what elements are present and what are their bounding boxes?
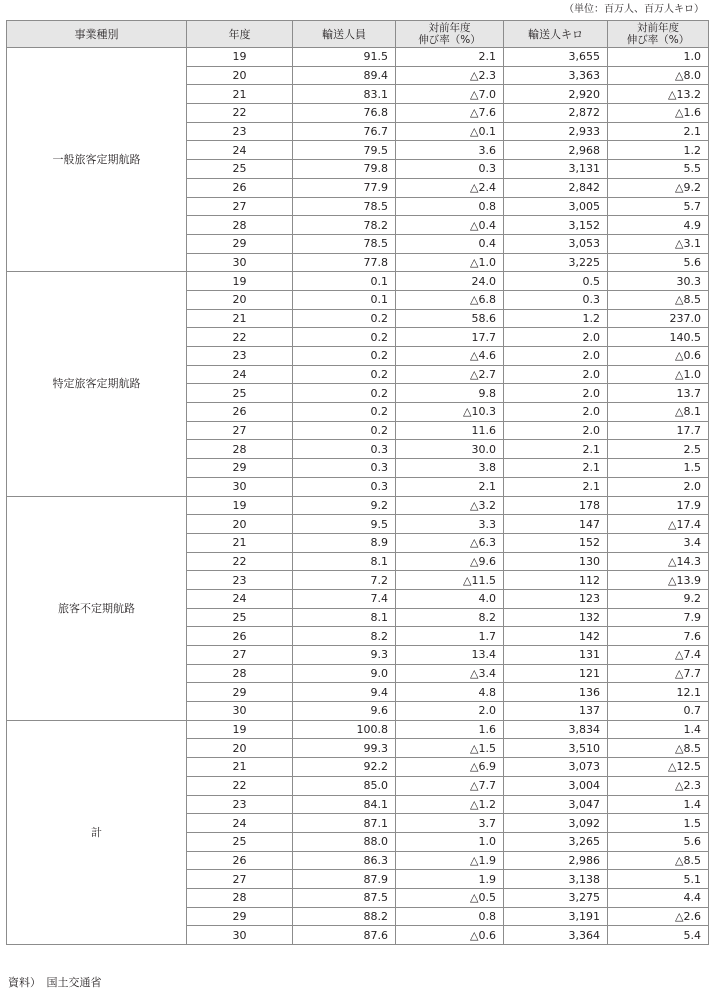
growth-passengers-cell: 4.8 (396, 683, 504, 702)
growth-passengers-cell: 2.1 (396, 48, 504, 67)
growth-passenger-km-cell: 30.3 (608, 272, 709, 291)
growth-passengers-cell: 2.0 (396, 702, 504, 721)
passenger-km-cell: 131 (504, 646, 608, 665)
year-cell: 30 (187, 702, 293, 721)
growth-passengers-cell: △1.9 (396, 851, 504, 870)
passengers-cell: 100.8 (293, 720, 396, 739)
passenger-km-cell: 147 (504, 515, 608, 534)
growth-passengers-cell: 58.6 (396, 309, 504, 328)
passenger-km-cell: 3,004 (504, 776, 608, 795)
growth-passengers-cell: △2.4 (396, 178, 504, 197)
passenger-km-cell: 123 (504, 589, 608, 608)
passenger-km-cell: 2.0 (504, 421, 608, 440)
growth-passengers-cell: 0.3 (396, 160, 504, 179)
passenger-km-cell: 2.0 (504, 347, 608, 366)
year-cell: 30 (187, 477, 293, 496)
category-cell: 特定旅客定期航路 (7, 272, 187, 496)
year-cell: 27 (187, 421, 293, 440)
growth-passengers-cell: 24.0 (396, 272, 504, 291)
transport-table (6, 20, 709, 945)
growth-passenger-km-cell: 5.6 (608, 253, 709, 272)
year-cell: 24 (187, 365, 293, 384)
passengers-cell: 0.1 (293, 290, 396, 309)
growth-passengers-cell: △7.6 (396, 104, 504, 123)
passengers-cell: 9.0 (293, 664, 396, 683)
growth-passenger-km-cell: △9.2 (608, 178, 709, 197)
growth-passenger-km-cell: 5.6 (608, 832, 709, 851)
passenger-km-cell: 2,968 (504, 141, 608, 160)
growth-passengers-cell: 13.4 (396, 646, 504, 665)
growth-passenger-km-cell: 4.4 (608, 888, 709, 907)
passenger-km-cell: 2,842 (504, 178, 608, 197)
growth-passengers-cell: △3.2 (396, 496, 504, 515)
growth-passenger-km-cell: 2.1 (608, 122, 709, 141)
passengers-cell: 0.3 (293, 440, 396, 459)
passengers-cell: 7.4 (293, 589, 396, 608)
passenger-km-cell: 112 (504, 571, 608, 590)
passenger-km-cell: 3,225 (504, 253, 608, 272)
passengers-cell: 0.2 (293, 328, 396, 347)
growth-passengers-cell: △11.5 (396, 571, 504, 590)
year-cell: 23 (187, 795, 293, 814)
passenger-km-cell: 2,920 (504, 85, 608, 104)
growth-passengers-cell: 3.7 (396, 814, 504, 833)
passenger-km-cell: 2.1 (504, 477, 608, 496)
passenger-km-cell: 3,073 (504, 758, 608, 777)
passengers-cell: 83.1 (293, 85, 396, 104)
year-cell: 20 (187, 290, 293, 309)
passengers-cell: 76.7 (293, 122, 396, 141)
year-cell: 29 (187, 907, 293, 926)
passenger-km-cell: 1.2 (504, 309, 608, 328)
year-cell: 26 (187, 627, 293, 646)
growth-passengers-cell: 3.6 (396, 141, 504, 160)
passengers-cell: 92.2 (293, 758, 396, 777)
passengers-cell: 89.4 (293, 66, 396, 85)
year-cell: 19 (187, 48, 293, 67)
year-cell: 29 (187, 459, 293, 478)
passengers-cell: 0.2 (293, 384, 396, 403)
growth-passengers-cell: 1.6 (396, 720, 504, 739)
passenger-km-cell: 2,872 (504, 104, 608, 123)
source-note: 資料） 国土交通省 (8, 976, 102, 989)
year-cell: 30 (187, 253, 293, 272)
growth-passengers-cell: 11.6 (396, 421, 504, 440)
growth-passengers-cell: 1.9 (396, 870, 504, 889)
passengers-cell: 9.5 (293, 515, 396, 534)
passengers-cell: 8.9 (293, 533, 396, 552)
passenger-km-cell: 2.0 (504, 384, 608, 403)
year-cell: 23 (187, 571, 293, 590)
growth-passenger-km-cell: 5.1 (608, 870, 709, 889)
passengers-cell: 0.2 (293, 421, 396, 440)
table-header (7, 21, 709, 48)
passenger-km-cell: 2.1 (504, 440, 608, 459)
growth-passenger-km-cell: 140.5 (608, 328, 709, 347)
passengers-cell: 77.8 (293, 253, 396, 272)
passenger-km-cell: 121 (504, 664, 608, 683)
passengers-cell: 0.1 (293, 272, 396, 291)
header-passengers: 輸送人員 (293, 21, 396, 48)
passengers-cell: 76.8 (293, 104, 396, 123)
growth-passenger-km-cell: △0.6 (608, 347, 709, 366)
passenger-km-cell: 3,655 (504, 48, 608, 67)
passenger-km-cell: 2.1 (504, 459, 608, 478)
passenger-km-cell: 3,152 (504, 216, 608, 235)
growth-passenger-km-cell: △13.2 (608, 85, 709, 104)
growth-passenger-km-cell: 0.7 (608, 702, 709, 721)
passengers-cell: 78.5 (293, 197, 396, 216)
growth-passengers-cell: △1.2 (396, 795, 504, 814)
year-cell: 21 (187, 309, 293, 328)
year-cell: 27 (187, 197, 293, 216)
growth-passengers-cell: △3.4 (396, 664, 504, 683)
growth-passengers-cell: △1.0 (396, 253, 504, 272)
passengers-cell: 87.5 (293, 888, 396, 907)
passenger-km-cell: 0.3 (504, 290, 608, 309)
growth-passenger-km-cell: △1.0 (608, 365, 709, 384)
passenger-km-cell: 137 (504, 702, 608, 721)
growth-passenger-km-cell: △8.1 (608, 403, 709, 422)
passenger-km-cell: 142 (504, 627, 608, 646)
passengers-cell: 0.3 (293, 477, 396, 496)
year-cell: 28 (187, 888, 293, 907)
year-cell: 19 (187, 720, 293, 739)
growth-passengers-cell: △2.7 (396, 365, 504, 384)
growth-passengers-cell: 9.8 (396, 384, 504, 403)
growth-passengers-cell: △0.6 (396, 926, 504, 945)
growth-passenger-km-cell: 1.2 (608, 141, 709, 160)
year-cell: 20 (187, 515, 293, 534)
year-cell: 22 (187, 104, 293, 123)
growth-passengers-cell: 3.3 (396, 515, 504, 534)
passengers-cell: 9.2 (293, 496, 396, 515)
passenger-km-cell: 3,834 (504, 720, 608, 739)
passenger-km-cell: 130 (504, 552, 608, 571)
growth-passenger-km-cell: △1.6 (608, 104, 709, 123)
passengers-cell: 8.1 (293, 608, 396, 627)
growth-passengers-cell: 0.8 (396, 907, 504, 926)
growth-passengers-cell: 0.4 (396, 234, 504, 253)
growth-passengers-cell: △9.6 (396, 552, 504, 571)
passenger-km-cell: 3,053 (504, 234, 608, 253)
passengers-cell: 88.0 (293, 832, 396, 851)
growth-passengers-cell: △0.1 (396, 122, 504, 141)
passengers-cell: 9.6 (293, 702, 396, 721)
passenger-km-cell: 3,092 (504, 814, 608, 833)
growth-passenger-km-cell: 1.4 (608, 795, 709, 814)
year-cell: 26 (187, 178, 293, 197)
passenger-km-cell: 3,265 (504, 832, 608, 851)
growth-passenger-km-cell: 9.2 (608, 589, 709, 608)
passenger-km-cell: 2.0 (504, 328, 608, 347)
passengers-cell: 79.5 (293, 141, 396, 160)
year-cell: 24 (187, 814, 293, 833)
table-row (7, 496, 709, 515)
growth-passenger-km-cell: △8.0 (608, 66, 709, 85)
growth-passengers-cell: △10.3 (396, 403, 504, 422)
passenger-km-cell: 3,363 (504, 66, 608, 85)
passenger-km-cell: 3,138 (504, 870, 608, 889)
table-body (7, 48, 709, 945)
passengers-cell: 85.0 (293, 776, 396, 795)
passengers-cell: 7.2 (293, 571, 396, 590)
year-cell: 25 (187, 832, 293, 851)
growth-passengers-cell: △7.0 (396, 85, 504, 104)
year-cell: 23 (187, 347, 293, 366)
passenger-km-cell: 2,986 (504, 851, 608, 870)
year-cell: 22 (187, 552, 293, 571)
growth-passengers-cell: 3.8 (396, 459, 504, 478)
passengers-cell: 78.2 (293, 216, 396, 235)
year-cell: 28 (187, 440, 293, 459)
passenger-km-cell: 2.0 (504, 403, 608, 422)
growth-passenger-km-cell: 13.7 (608, 384, 709, 403)
unit-note: （単位：百万人、百万人キロ） (564, 4, 704, 15)
growth-passenger-km-cell: △14.3 (608, 552, 709, 571)
year-cell: 29 (187, 234, 293, 253)
growth-passenger-km-cell: △8.5 (608, 851, 709, 870)
passengers-cell: 9.3 (293, 646, 396, 665)
passengers-cell: 79.8 (293, 160, 396, 179)
year-cell: 27 (187, 870, 293, 889)
passenger-km-cell: 3,005 (504, 197, 608, 216)
growth-passenger-km-cell: 5.7 (608, 197, 709, 216)
header-category: 事業種別 (7, 21, 187, 48)
growth-passenger-km-cell: △8.5 (608, 739, 709, 758)
passenger-km-cell: 0.5 (504, 272, 608, 291)
passenger-km-cell: 2.0 (504, 365, 608, 384)
year-cell: 21 (187, 85, 293, 104)
year-cell: 30 (187, 926, 293, 945)
passengers-cell: 91.5 (293, 48, 396, 67)
passenger-km-cell: 136 (504, 683, 608, 702)
growth-passenger-km-cell: 4.9 (608, 216, 709, 235)
growth-passengers-cell: △4.6 (396, 347, 504, 366)
growth-passengers-cell: 17.7 (396, 328, 504, 347)
year-cell: 28 (187, 216, 293, 235)
year-cell: 28 (187, 664, 293, 683)
year-cell: 22 (187, 328, 293, 347)
passenger-km-cell: 132 (504, 608, 608, 627)
passengers-cell: 8.1 (293, 552, 396, 571)
growth-passenger-km-cell: 1.0 (608, 48, 709, 67)
header-passenger-km: 輸送人キロ (504, 21, 608, 48)
growth-passengers-cell: 4.0 (396, 589, 504, 608)
growth-passengers-cell: 0.8 (396, 197, 504, 216)
passengers-cell: 87.6 (293, 926, 396, 945)
passengers-cell: 99.3 (293, 739, 396, 758)
table-row (7, 720, 709, 739)
passenger-km-cell: 3,131 (504, 160, 608, 179)
passenger-km-cell: 3,275 (504, 888, 608, 907)
year-cell: 19 (187, 272, 293, 291)
year-cell: 21 (187, 758, 293, 777)
year-cell: 23 (187, 122, 293, 141)
passengers-cell: 0.3 (293, 459, 396, 478)
growth-passenger-km-cell: 17.9 (608, 496, 709, 515)
growth-passenger-km-cell: 2.5 (608, 440, 709, 459)
passengers-cell: 0.2 (293, 347, 396, 366)
growth-passenger-km-cell: 1.5 (608, 459, 709, 478)
passengers-cell: 0.2 (293, 403, 396, 422)
year-cell: 22 (187, 776, 293, 795)
growth-passenger-km-cell: 1.5 (608, 814, 709, 833)
passenger-km-cell: 152 (504, 533, 608, 552)
growth-passengers-cell: △0.4 (396, 216, 504, 235)
growth-passenger-km-cell: 237.0 (608, 309, 709, 328)
growth-passengers-cell: △2.3 (396, 66, 504, 85)
header-growth-passengers: 対前年度 伸び率（%） (396, 21, 504, 48)
year-cell: 24 (187, 141, 293, 160)
growth-passengers-cell: 2.1 (396, 477, 504, 496)
category-cell: 一般旅客定期航路 (7, 48, 187, 272)
passengers-cell: 0.2 (293, 365, 396, 384)
passengers-cell: 8.2 (293, 627, 396, 646)
year-cell: 26 (187, 851, 293, 870)
growth-passenger-km-cell: 7.9 (608, 608, 709, 627)
year-cell: 21 (187, 533, 293, 552)
growth-passenger-km-cell: △13.9 (608, 571, 709, 590)
growth-passenger-km-cell: 5.4 (608, 926, 709, 945)
header-year: 年度 (187, 21, 293, 48)
growth-passengers-cell: 1.0 (396, 832, 504, 851)
growth-passengers-cell: △6.9 (396, 758, 504, 777)
growth-passengers-cell: △6.3 (396, 533, 504, 552)
header-growth-passenger-km: 対前年度 伸び率（%） (608, 21, 709, 48)
passenger-km-cell: 178 (504, 496, 608, 515)
growth-passengers-cell: 8.2 (396, 608, 504, 627)
growth-passenger-km-cell: 1.4 (608, 720, 709, 739)
passengers-cell: 86.3 (293, 851, 396, 870)
growth-passengers-cell: 1.7 (396, 627, 504, 646)
growth-passengers-cell: △7.7 (396, 776, 504, 795)
growth-passenger-km-cell: 17.7 (608, 421, 709, 440)
passengers-cell: 9.4 (293, 683, 396, 702)
year-cell: 20 (187, 66, 293, 85)
passenger-km-cell: 2,933 (504, 122, 608, 141)
year-cell: 20 (187, 739, 293, 758)
passenger-km-cell: 3,191 (504, 907, 608, 926)
growth-passenger-km-cell: 7.6 (608, 627, 709, 646)
growth-passenger-km-cell: △3.1 (608, 234, 709, 253)
year-cell: 25 (187, 160, 293, 179)
category-cell: 旅客不定期航路 (7, 496, 187, 720)
passengers-cell: 88.2 (293, 907, 396, 926)
growth-passengers-cell: △6.8 (396, 290, 504, 309)
year-cell: 25 (187, 608, 293, 627)
growth-passenger-km-cell: △2.3 (608, 776, 709, 795)
passenger-km-cell: 3,364 (504, 926, 608, 945)
passenger-km-cell: 3,047 (504, 795, 608, 814)
year-cell: 25 (187, 384, 293, 403)
year-cell: 26 (187, 403, 293, 422)
growth-passenger-km-cell: 5.5 (608, 160, 709, 179)
year-cell: 27 (187, 646, 293, 665)
growth-passenger-km-cell: △17.4 (608, 515, 709, 534)
growth-passenger-km-cell: △8.5 (608, 290, 709, 309)
passengers-cell: 87.1 (293, 814, 396, 833)
passengers-cell: 0.2 (293, 309, 396, 328)
growth-passengers-cell: 30.0 (396, 440, 504, 459)
growth-passenger-km-cell: 3.4 (608, 533, 709, 552)
passengers-cell: 78.5 (293, 234, 396, 253)
growth-passenger-km-cell: △7.4 (608, 646, 709, 665)
passengers-cell: 87.9 (293, 870, 396, 889)
growth-passengers-cell: △1.5 (396, 739, 504, 758)
table-row (7, 272, 709, 291)
year-cell: 29 (187, 683, 293, 702)
growth-passenger-km-cell: △2.6 (608, 907, 709, 926)
category-cell: 計 (7, 720, 187, 944)
year-cell: 24 (187, 589, 293, 608)
table-row (7, 48, 709, 67)
year-cell: 19 (187, 496, 293, 515)
passengers-cell: 77.9 (293, 178, 396, 197)
growth-passenger-km-cell: 2.0 (608, 477, 709, 496)
growth-passenger-km-cell: 12.1 (608, 683, 709, 702)
passenger-km-cell: 3,510 (504, 739, 608, 758)
growth-passenger-km-cell: △12.5 (608, 758, 709, 777)
growth-passenger-km-cell: △7.7 (608, 664, 709, 683)
growth-passengers-cell: △0.5 (396, 888, 504, 907)
passengers-cell: 84.1 (293, 795, 396, 814)
